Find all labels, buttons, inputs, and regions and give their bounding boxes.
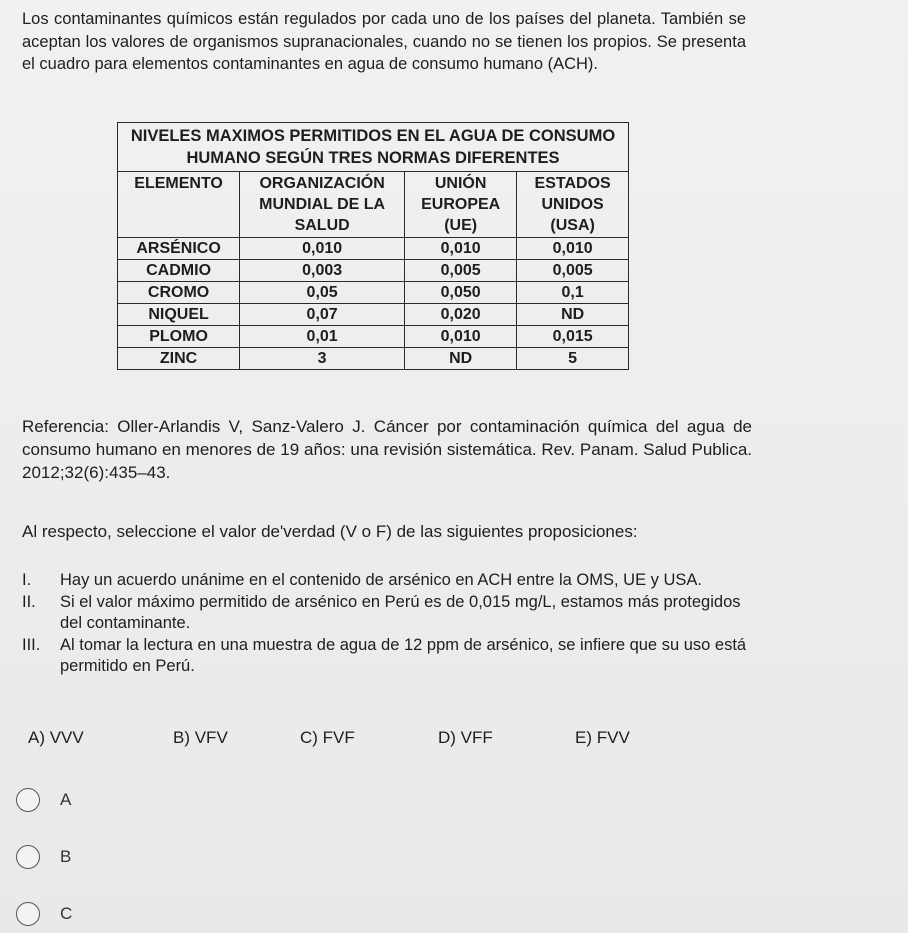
proposition-text: Si el valor máximo permitido de arsénico en Perú es de 0,015 mg/L, estamos más protegidos del contaminante. — [60, 592, 741, 632]
cell-ue: 0,050 — [405, 282, 517, 304]
contaminant-limits-table — [117, 122, 629, 370]
cell-element: ZINC — [118, 348, 240, 370]
cell-usa: ND — [517, 304, 629, 326]
radio-label: B — [60, 847, 72, 866]
proposition-1 — [22, 570, 762, 592]
cell-oms: 0,010 — [240, 238, 405, 260]
proposition-number: III. — [22, 635, 41, 654]
header-usa: ESTADOS UNIDOS (USA) — [517, 172, 629, 238]
radio-button-icon[interactable] — [16, 788, 40, 812]
radio-label: C — [60, 904, 73, 923]
proposition-number: II. — [22, 592, 36, 611]
table-row — [118, 326, 629, 348]
intro-paragraph: Los contaminantes químicos están regulados por cada uno de los países del planeta. También se aceptan los valores de organismos supranacionales, cuando no se tienen los propios. Se presenta el cuadro para elementos contaminantes en agua de consumo humano (ACH). — [22, 10, 746, 73]
reference-paragraph: Referencia: Oller-Arlandis V, Sanz-Valero J. Cáncer por contaminación química del agua de consumo humano en menores de 19 años: una revisión sistemática. Rev. Panam. Salud Publica. 2012;32(6):435–43. — [22, 417, 752, 482]
radio-option-c[interactable] — [16, 902, 72, 926]
radio-button-icon[interactable] — [16, 902, 40, 926]
propositions-list — [22, 570, 762, 678]
cell-oms: 3 — [240, 348, 405, 370]
table-row — [118, 304, 629, 326]
cell-ue: ND — [405, 348, 517, 370]
table-title-row — [118, 123, 629, 172]
choice-d: D) VFF — [438, 728, 493, 747]
cell-element: PLOMO — [118, 326, 240, 348]
proposition-2 — [22, 592, 762, 635]
proposition-number: I. — [22, 571, 32, 589]
cell-element: NIQUEL — [118, 304, 240, 326]
choice-a: A) VVV — [28, 728, 84, 747]
header-ue: UNIÓN EUROPEA (UE) — [405, 172, 517, 238]
radio-option-a[interactable] — [16, 788, 71, 812]
table-row — [118, 282, 629, 304]
choice-e: E) FVV — [575, 728, 630, 747]
cell-element: CROMO — [118, 282, 240, 304]
choice-b: B) VFV — [173, 728, 228, 747]
proposition-text: Al tomar la lectura en una muestra de agua de 12 ppm de arsénico, se infiere que su uso está permitido en Perú. — [60, 635, 747, 675]
table-title: NIVELES MAXIMOS PERMITIDOS EN EL AGUA DE CONSUMO HUMANO SEGÚN TRES NORMAS DIFERENTES — [118, 123, 629, 172]
cell-usa: 0,1 — [517, 282, 629, 304]
table-row — [118, 260, 629, 282]
cell-oms: 0,01 — [240, 326, 405, 348]
cell-ue: 0,020 — [405, 304, 517, 326]
cell-usa: 0,005 — [517, 260, 629, 282]
cell-usa: 5 — [517, 348, 629, 370]
cell-ue: 0,005 — [405, 260, 517, 282]
cell-oms: 0,07 — [240, 304, 405, 326]
proposition-3 — [22, 635, 762, 678]
radio-button-icon[interactable] — [16, 845, 40, 869]
cell-ue: 0,010 — [405, 326, 517, 348]
cell-element: ARSÉNICO — [118, 238, 240, 260]
question-prompt: Al respecto, seleccione el valor de'verdad (V o F) de las siguientes proposiciones: — [22, 522, 638, 541]
table-header-row — [118, 172, 629, 238]
table-row — [118, 238, 629, 260]
radio-option-b[interactable] — [16, 845, 71, 869]
table-row — [118, 348, 629, 370]
cell-element: CADMIO — [118, 260, 240, 282]
proposition-text: Hay un acuerdo unánime en el contenido de arsénico en ACH entre la OMS, UE y USA. — [60, 571, 703, 589]
cell-ue: 0,010 — [405, 238, 517, 260]
cell-oms: 0,003 — [240, 260, 405, 282]
header-oms: ORGANIZACIÓN MUNDIAL DE LA SALUD — [240, 172, 405, 238]
header-element: ELEMENTO — [118, 172, 240, 238]
cell-oms: 0,05 — [240, 282, 405, 304]
cell-usa: 0,015 — [517, 326, 629, 348]
cell-usa: 0,010 — [517, 238, 629, 260]
radio-label: A — [60, 790, 72, 809]
choice-c: C) FVF — [300, 728, 355, 747]
